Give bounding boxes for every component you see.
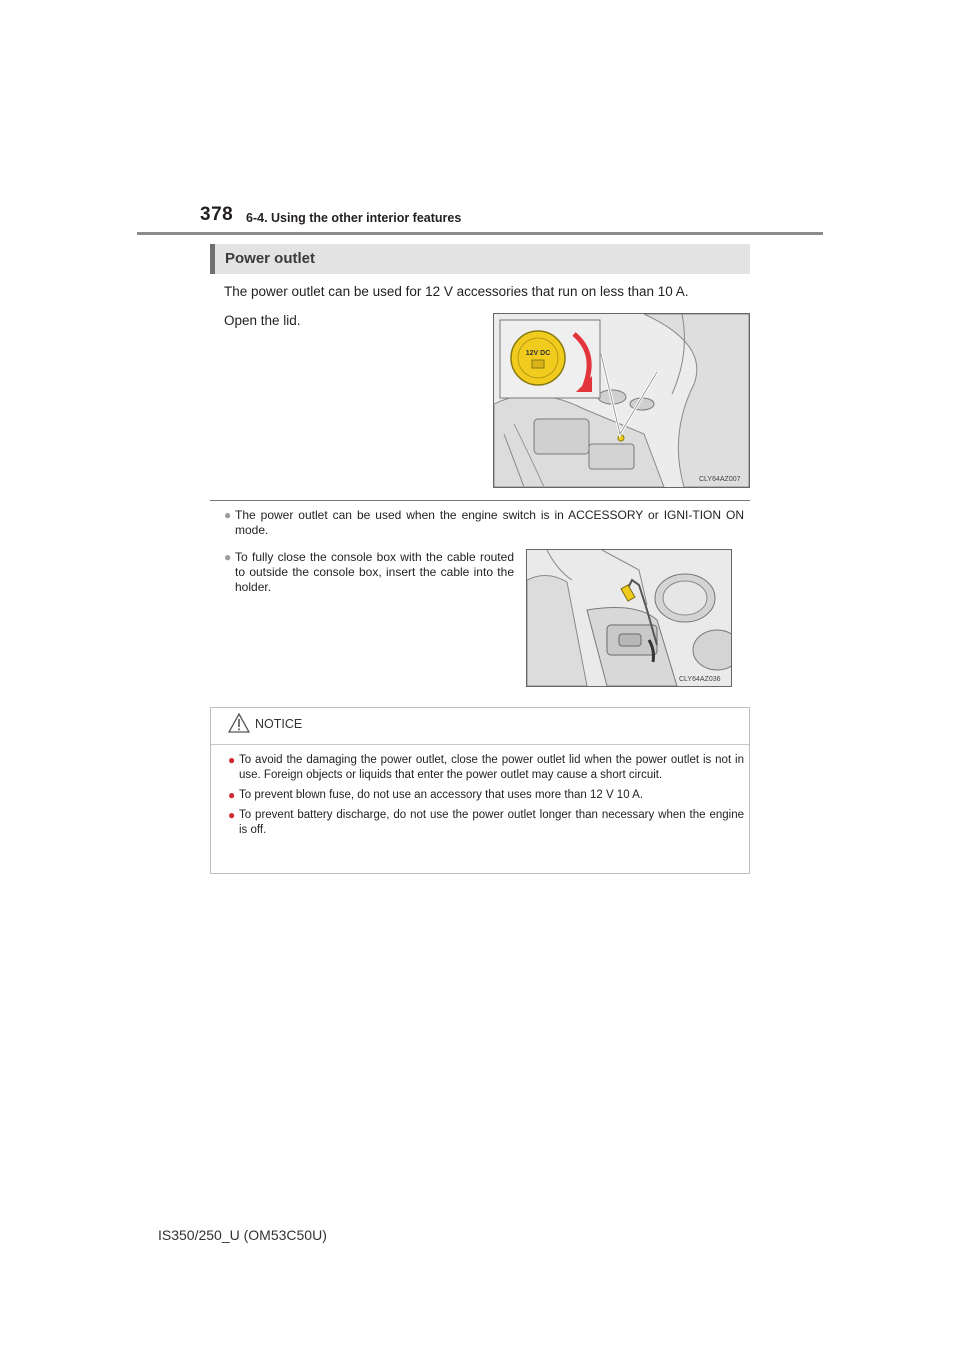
- power-outlet-heading: [210, 244, 750, 274]
- console-box-illustration: [526, 549, 732, 687]
- figure-code: CLY64AZ007: [699, 476, 741, 483]
- figure-code: CLY64AZ036: [679, 676, 721, 683]
- notice-title: NOTICE: [255, 717, 303, 731]
- list-item: ● To fully close the console box with the cable routed to outside the console box, insert the cable into the holder.: [224, 550, 514, 594]
- section-title: 6-4. Using the other interior features: [246, 211, 462, 225]
- header-rule: [137, 232, 823, 235]
- bullet-icon: ●: [224, 508, 232, 522]
- notice-box: [210, 707, 750, 874]
- console-box-drawing: [527, 550, 731, 686]
- step-open-lid: Open the lid.: [224, 313, 301, 328]
- heading-text: Power outlet: [225, 250, 316, 267]
- power-outlet-illustration: [493, 313, 750, 488]
- notice-list: [228, 753, 744, 843]
- list-item: ● To avoid the damaging the power outlet, close the power outlet lid when the power outlet is not in use. Foreign objects or liquids that enter the power outlet may cause a short circuit.: [228, 753, 744, 781]
- warning-icon: [228, 713, 250, 733]
- footer-model-code: IS350/250_U (OM53C50U): [158, 1227, 327, 1243]
- console-drawing: [494, 314, 749, 487]
- list-item: ● To prevent blown fuse, do not use an accessory that uses more than 12 V 10 A.: [228, 788, 644, 802]
- section-divider: [210, 500, 750, 501]
- lid-label: 12V DC: [525, 350, 551, 357]
- bullet-icon: ●: [224, 550, 232, 564]
- page-number: 378: [200, 204, 234, 225]
- bullet-icon: ●: [228, 788, 236, 802]
- notice-divider: [211, 744, 749, 745]
- bullet-icon: ●: [228, 808, 236, 822]
- list-item: ● To prevent battery discharge, do not use the power outlet longer than necessary when the engine is off.: [228, 808, 744, 836]
- list-item: ● The power outlet can be used when the engine switch is in ACCESSORY or IGNI-TION ON mode.: [224, 508, 744, 537]
- intro-text: The power outlet can be used for 12 V accessories that run on less than 10 A.: [224, 284, 689, 299]
- bullet-icon: ●: [228, 753, 236, 767]
